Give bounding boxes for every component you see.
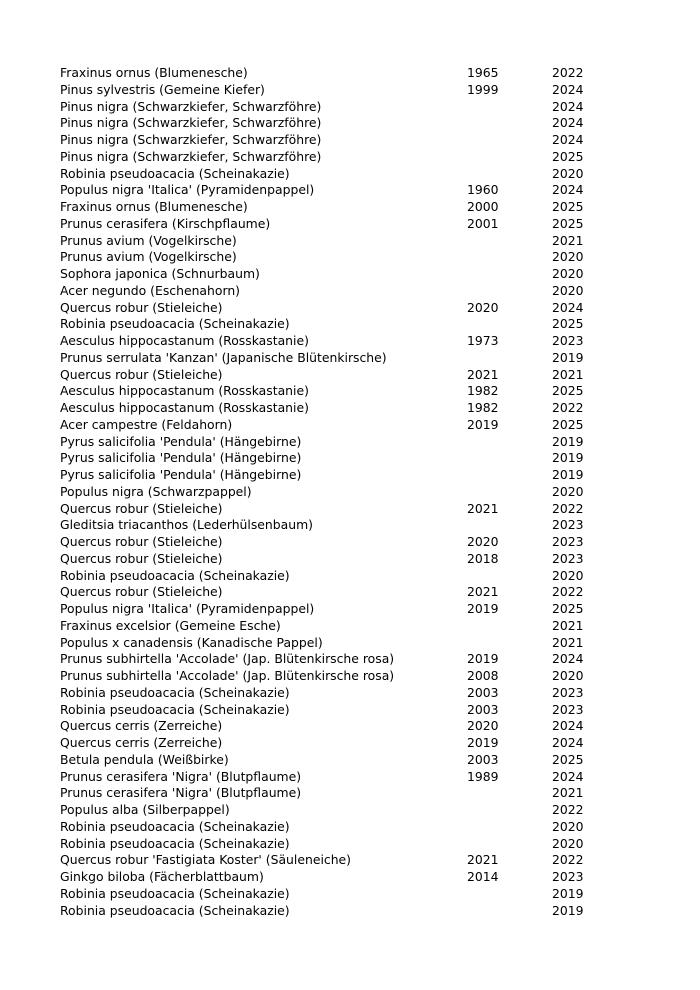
species-cell: Pyrus salicifolia 'Pendula' (Hängebirne) (60, 467, 302, 482)
planting-year-cell: 2021 (467, 584, 499, 600)
table-row (60, 601, 660, 618)
table-row (60, 467, 660, 484)
record-year-cell: 2023 (552, 534, 584, 549)
species-cell: Robinia pseudoacacia (Scheinakazie) (60, 684, 290, 700)
species-cell: Robinia pseudoacacia (Scheinakazie) (60, 316, 290, 332)
species-cell: Populus x canadensis (Kanadische Pappel) (60, 634, 323, 650)
table-row (60, 216, 660, 233)
table-row (60, 65, 660, 82)
table-row (60, 735, 660, 752)
table-row (60, 199, 660, 216)
planting-year-cell: 2019 (467, 601, 499, 616)
planting-year-cell: 1960 (467, 182, 499, 198)
species-cell: Prunus cerasifera (Kirschpflaume) (60, 215, 271, 231)
record-year-cell: 2025 (552, 316, 584, 332)
species-cell: Robinia pseudoacacia (Scheinakazie) (60, 885, 290, 901)
species-cell: Robinia pseudoacacia (Scheinakazie) (60, 701, 290, 717)
species-cell: Pinus nigra (Schwarzkiefer, Schwarzföhre) (60, 148, 322, 164)
table-row (60, 534, 660, 551)
record-year-cell: 2019 (552, 450, 584, 466)
table-row (60, 903, 660, 920)
record-year-cell: 2022 (552, 400, 584, 415)
species-cell: Prunus avium (Vogelkirsche) (60, 249, 237, 265)
record-year-cell: 2020 (552, 282, 584, 298)
table-row (60, 651, 660, 668)
planting-year-cell: 1982 (467, 400, 499, 415)
table-row (60, 166, 660, 183)
species-cell: Populus nigra 'Italica' (Pyramidenpappel) (60, 182, 315, 198)
planting-year-cell: 2020 (467, 299, 499, 315)
table-row (60, 417, 660, 434)
table-row (60, 501, 660, 518)
table-row (60, 702, 660, 719)
record-year-cell: 2020 (552, 249, 584, 265)
table-row (60, 886, 660, 903)
table-row (60, 367, 660, 384)
table-row (60, 718, 660, 735)
record-year-cell: 2023 (552, 869, 584, 884)
table-row (60, 802, 660, 819)
table-row (60, 149, 660, 166)
species-cell: Pinus nigra (Schwarzkiefer, Schwarzföhre) (60, 115, 322, 131)
species-cell: Quercus robur 'Fastigiata Koster' (Säuleneiche) (60, 852, 352, 868)
record-year-cell: 2023 (552, 517, 584, 533)
tree-table (60, 65, 660, 919)
table-row (60, 115, 660, 132)
planting-year-cell: 2003 (467, 751, 499, 767)
species-cell: Populus nigra (Schwarzpappel) (60, 483, 252, 499)
table-row (60, 568, 660, 585)
species-cell: Quercus robur (Stieleiche) (60, 299, 223, 315)
table-row (60, 836, 660, 853)
species-cell: Robinia pseudoacacia (Scheinakazie) (60, 818, 290, 834)
record-year-cell: 2019 (552, 467, 584, 482)
record-year-cell: 2024 (552, 718, 584, 734)
planting-year-cell: 2008 (467, 668, 499, 683)
record-year-cell: 2024 (552, 132, 584, 147)
species-cell: Quercus robur (Stieleiche) (60, 534, 223, 549)
table-row (60, 584, 660, 601)
record-year-cell: 2020 (552, 818, 584, 834)
record-year-cell: 2025 (552, 215, 584, 231)
planting-year-cell: 2001 (467, 215, 499, 231)
table-row (60, 300, 660, 317)
species-cell: Fraxinus ornus (Blumenesche) (60, 65, 248, 80)
record-year-cell: 2020 (552, 567, 584, 583)
record-year-cell: 2020 (552, 266, 584, 281)
record-year-cell: 2024 (552, 182, 584, 198)
table-row (60, 182, 660, 199)
record-year-cell: 2021 (552, 232, 584, 248)
species-cell: Fraxinus excelsior (Gemeine Esche) (60, 617, 281, 633)
table-row (60, 685, 660, 702)
species-cell: Fraxinus ornus (Blumenesche) (60, 199, 248, 214)
planting-year-cell: 2018 (467, 550, 499, 566)
record-year-cell: 2024 (552, 98, 584, 114)
species-cell: Betula pendula (Weißbirke) (60, 751, 229, 767)
table-row (60, 635, 660, 652)
species-cell: Quercus robur (Stieleiche) (60, 584, 223, 600)
species-cell: Gleditsia triacanthos (Lederhülsenbaum) (60, 517, 313, 533)
planting-year-cell: 2021 (467, 500, 499, 516)
planting-year-cell: 2003 (467, 684, 499, 700)
record-year-cell: 2024 (552, 768, 584, 784)
species-cell: Aesculus hippocastanum (Rosskastanie) (60, 400, 309, 415)
species-cell: Pinus nigra (Schwarzkiefer, Schwarzföhre) (60, 98, 322, 114)
species-cell: Pinus nigra (Schwarzkiefer, Schwarzföhre) (60, 132, 322, 147)
planting-year-cell: 2020 (467, 534, 499, 549)
table-row (60, 400, 660, 417)
species-cell: Quercus robur (Stieleiche) (60, 366, 223, 382)
record-year-cell: 2023 (552, 333, 584, 348)
table-row (60, 785, 660, 802)
record-year-cell: 2020 (552, 668, 584, 683)
record-year-cell: 2025 (552, 751, 584, 767)
table-row (60, 132, 660, 149)
record-year-cell: 2024 (552, 651, 584, 667)
species-cell: Prunus cerasifera 'Nigra' (Blutpflaume) (60, 768, 302, 784)
planting-year-cell: 1982 (467, 383, 499, 399)
table-row (60, 316, 660, 333)
species-cell: Aesculus hippocastanum (Rosskastanie) (60, 383, 309, 399)
record-year-cell: 2024 (552, 81, 584, 97)
species-cell: Prunus avium (Vogelkirsche) (60, 232, 237, 248)
record-year-cell: 2020 (552, 165, 584, 181)
table-row (60, 333, 660, 350)
record-year-cell: 2023 (552, 701, 584, 717)
record-year-cell: 2024 (552, 299, 584, 315)
table-row (60, 869, 660, 886)
table-row (60, 769, 660, 786)
species-cell: Ginkgo biloba (Fächerblattbaum) (60, 869, 264, 884)
species-cell: Prunus subhirtella 'Accolade' (Jap. Blütenkirsche rosa) (60, 651, 395, 667)
species-cell: Aesculus hippocastanum (Rosskastanie) (60, 333, 309, 348)
record-year-cell: 2019 (552, 349, 584, 365)
species-cell: Pyrus salicifolia 'Pendula' (Hängebirne) (60, 450, 302, 466)
table-row (60, 350, 660, 367)
table-row (60, 249, 660, 266)
record-year-cell: 2019 (552, 885, 584, 901)
planting-year-cell: 2003 (467, 701, 499, 717)
species-cell: Acer campestre (Feldahorn) (60, 416, 233, 432)
record-year-cell: 2025 (552, 199, 584, 214)
table-row (60, 819, 660, 836)
planting-year-cell: 1973 (467, 333, 499, 348)
species-cell: Acer negundo (Eschenahorn) (60, 282, 241, 298)
planting-year-cell: 2014 (467, 869, 499, 884)
table-row (60, 434, 660, 451)
record-year-cell: 2025 (552, 383, 584, 399)
table-row (60, 618, 660, 635)
planting-year-cell: 2019 (467, 735, 499, 750)
record-year-cell: 2021 (552, 785, 584, 801)
planting-year-cell: 1965 (467, 65, 499, 80)
record-year-cell: 2021 (552, 617, 584, 633)
record-year-cell: 2022 (552, 852, 584, 868)
species-cell: Robinia pseudoacacia (Scheinakazie) (60, 165, 290, 181)
species-cell: Quercus cerris (Zerreiche) (60, 735, 223, 750)
species-cell: Robinia pseudoacacia (Scheinakazie) (60, 835, 290, 851)
planting-year-cell: 2021 (467, 366, 499, 382)
table-row (60, 99, 660, 116)
table-row (60, 450, 660, 467)
record-year-cell: 2025 (552, 416, 584, 432)
planting-year-cell: 2019 (467, 651, 499, 667)
species-cell: Prunus serrulata 'Kanzan' (Japanische Blütenkirsche) (60, 349, 387, 365)
species-cell: Quercus robur (Stieleiche) (60, 550, 223, 566)
record-year-cell: 2025 (552, 601, 584, 616)
record-year-cell: 2021 (552, 366, 584, 382)
record-year-cell: 2023 (552, 550, 584, 566)
record-year-cell: 2019 (552, 433, 584, 449)
species-cell: Pyrus salicifolia 'Pendula' (Hängebirne) (60, 433, 302, 449)
table-row (60, 668, 660, 685)
planting-year-cell: 1999 (467, 81, 499, 97)
record-year-cell: 2021 (552, 634, 584, 650)
record-year-cell: 2022 (552, 584, 584, 600)
table-row (60, 283, 660, 300)
planting-year-cell: 2020 (467, 718, 499, 734)
record-year-cell: 2024 (552, 115, 584, 131)
species-cell: Sophora japonica (Schnurbaum) (60, 266, 260, 281)
planting-year-cell: 1989 (467, 768, 499, 784)
planting-year-cell: 2019 (467, 416, 499, 432)
record-year-cell: 2022 (552, 65, 584, 80)
species-cell: Quercus robur (Stieleiche) (60, 500, 223, 516)
table-row (60, 266, 660, 283)
species-cell: Quercus cerris (Zerreiche) (60, 718, 223, 734)
record-year-cell: 2025 (552, 148, 584, 164)
table-row (60, 484, 660, 501)
species-cell: Populus nigra 'Italica' (Pyramidenpappel) (60, 601, 315, 616)
record-year-cell: 2020 (552, 835, 584, 851)
species-cell: Pinus sylvestris (Gemeine Kiefer) (60, 81, 265, 97)
record-year-cell: 2024 (552, 735, 584, 750)
planting-year-cell: 2021 (467, 852, 499, 868)
table-row (60, 233, 660, 250)
table-row (60, 82, 660, 99)
record-year-cell: 2023 (552, 684, 584, 700)
table-row (60, 383, 660, 400)
table-row (60, 852, 660, 869)
record-year-cell: 2020 (552, 483, 584, 499)
species-cell: Robinia pseudoacacia (Scheinakazie) (60, 567, 290, 583)
species-cell: Prunus cerasifera 'Nigra' (Blutpflaume) (60, 785, 302, 801)
species-cell: Prunus subhirtella 'Accolade' (Jap. Blütenkirsche rosa) (60, 668, 395, 683)
record-year-cell: 2022 (552, 802, 584, 817)
table-row (60, 551, 660, 568)
planting-year-cell: 2000 (467, 199, 499, 214)
species-cell: Populus alba (Silberpappel) (60, 802, 230, 817)
table-row (60, 517, 660, 534)
record-year-cell: 2022 (552, 500, 584, 516)
species-cell: Robinia pseudoacacia (Scheinakazie) (60, 902, 290, 918)
table-row (60, 752, 660, 769)
record-year-cell: 2019 (552, 902, 584, 918)
